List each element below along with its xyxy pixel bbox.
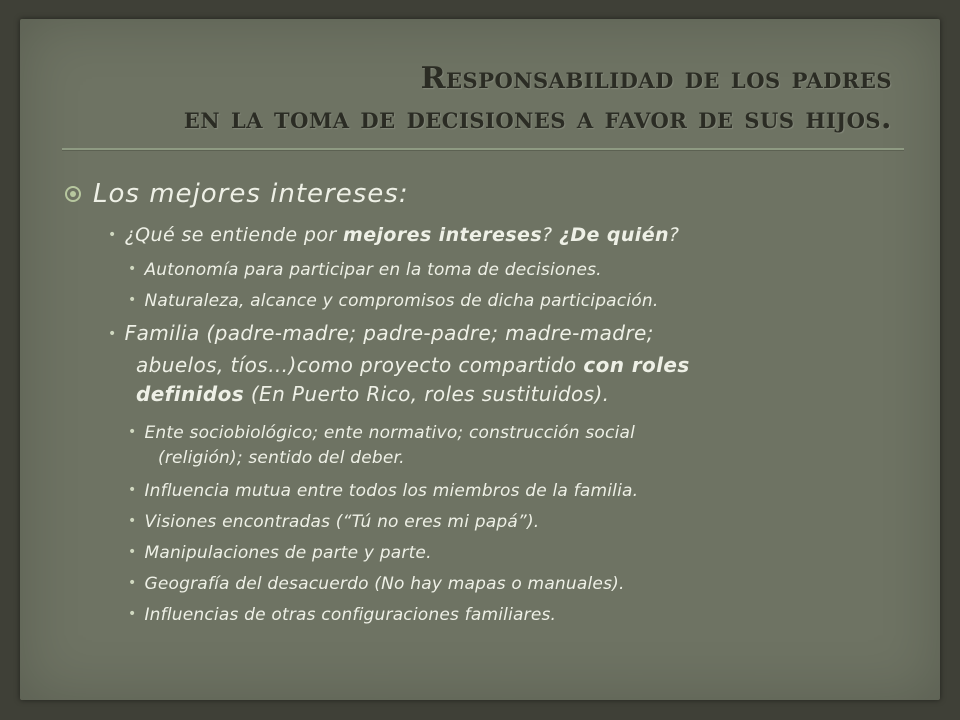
question-suffix: ? [542,224,559,246]
bullet-dot-icon: • [128,575,137,591]
list-item [128,510,539,535]
list-item-text: Ente sociobiológico; ente normativo; construcción social [144,423,636,443]
question-item [108,223,679,249]
bullet-dot-icon: • [128,544,137,560]
list-item-text: Influencia mutua entre todos los miembros de la familia. [144,481,639,501]
list-item-text: Geografía del desacuerdo (No hay mapas o manuales). [144,574,625,594]
list-item-text: Naturaleza, alcance y compromisos de dicha participación. [144,291,659,311]
list-item [128,572,625,597]
title-line-1: Responsabilidad de los padres [420,61,892,96]
list-item-text: Influencias de otras configuraciones familiares. [144,605,557,625]
list-item [128,258,602,283]
family-line-2-emphasis: con roles [583,353,690,377]
list-item [128,603,556,628]
bullet-dot-icon: • [108,227,117,243]
heading-text: Los mejores intereses: [93,179,409,209]
bullet-dot-icon: • [128,424,137,440]
question-prefix: ¿Qué se entiende por [124,224,344,246]
slide-content [20,19,940,700]
list-item [128,421,635,470]
title-line-2: en la toma de decisiones a favor de sus hijos. [183,101,892,136]
bullet-dot-icon: • [128,606,137,622]
circle-bullet-icon [65,186,81,202]
question-end: ? [668,224,680,246]
family-item [108,319,690,409]
list-item [128,479,638,504]
list-item-text-continued: (religión); sentido del deber. [158,448,405,468]
family-line-1: Familia (padre-madre; padre-padre; madre-madre; [124,321,654,345]
question-emphasis-2: ¿De quién [558,224,669,246]
bullet-dot-icon: • [128,482,137,498]
family-line-3-emphasis: definidos [136,382,245,406]
bullet-dot-icon: • [128,261,137,277]
list-item-text: Manipulaciones de parte y parte. [144,543,432,563]
slide [20,19,940,700]
heading-bullet [65,179,409,209]
bullet-dot-icon: • [108,326,117,342]
bullet-dot-icon: • [128,292,137,308]
question-emphasis: mejores intereses [343,224,543,246]
family-line-2: abuelos, tíos…)como proyecto compartido [136,353,584,377]
list-item-text: Autonomía para participar en la toma de decisiones. [144,260,602,280]
list-item-text: Visiones encontradas (“Tú no eres mi papá”). [144,512,540,532]
bullet-dot-icon: • [128,513,137,529]
family-line-3: (En Puerto Rico, roles sustituidos). [244,382,610,406]
list-item [128,541,432,566]
list-item [128,289,658,314]
